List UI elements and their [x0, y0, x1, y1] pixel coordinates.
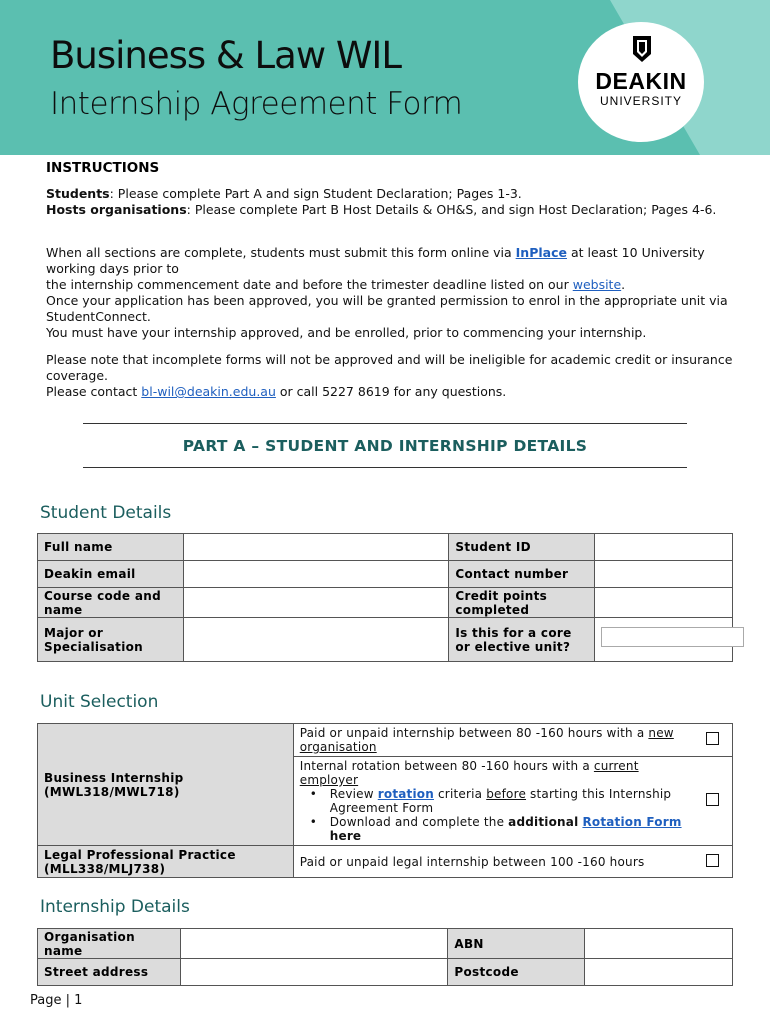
part-a-heading: PART A – STUDENT AND INTERNSHIP DETAILS	[182, 437, 588, 455]
course-code-label: Course code and name	[38, 588, 184, 618]
student-details-table	[37, 533, 733, 662]
option-internal-rotation	[293, 757, 692, 846]
legal-unit-label: Legal Professional Practice (MLL338/MLJ738)	[38, 846, 294, 878]
street-address-label: Street address	[38, 959, 181, 986]
bullet2-additional: additional	[508, 815, 579, 829]
bullet1-text-b: criteria	[434, 787, 487, 801]
bullet-dot: •	[309, 787, 318, 801]
hosts-text: : Please complete Part B Host Details & OH&S, and sign Host Declaration; Pages 4-6.	[186, 202, 717, 217]
unit-selection-table	[37, 723, 733, 878]
internship-details-title: Internship Details	[40, 897, 190, 917]
page-number: Page | 1	[30, 993, 83, 1008]
full-name-field[interactable]	[183, 534, 448, 561]
core-elective-label: Is this for a core or elective unit?	[449, 618, 595, 662]
submission-text-d: .	[621, 277, 626, 292]
website-link[interactable]: website	[572, 277, 622, 292]
street-address-field[interactable]	[180, 959, 447, 986]
org-name-field[interactable]	[180, 929, 447, 959]
students-label: Students	[46, 186, 110, 201]
full-name-label: Full name	[38, 534, 184, 561]
core-elective-cell	[595, 618, 733, 662]
bullet2-text-a: Download and complete the	[329, 815, 509, 829]
checkbox-internal-rotation[interactable]	[706, 793, 719, 806]
internship-details-table	[37, 928, 733, 986]
submission-text-a: When all sections are complete, students must submit this form online via	[46, 245, 516, 260]
rotation-link[interactable]: rotation	[377, 787, 434, 801]
contact-number-label: Contact number	[449, 561, 595, 588]
logo-name: DEAKIN	[595, 68, 687, 94]
bullet1-text-a: Review	[329, 787, 378, 801]
form-title: Business & Law WIL	[50, 34, 401, 77]
enrol-text: You must have your internship approved, and be enrolled, prior to commencing your internship.	[46, 325, 647, 340]
instructions-submission	[46, 245, 746, 341]
students-text: : Please complete Part A and sign Student Declaration; Pages 1-3.	[109, 186, 522, 201]
course-code-field[interactable]	[183, 588, 448, 618]
contact-number-field[interactable]	[595, 561, 733, 588]
bullet-download-form	[300, 815, 687, 843]
core-elective-dropdown[interactable]	[601, 627, 744, 647]
logo-subtitle: UNIVERSITY	[599, 94, 682, 108]
credit-points-field[interactable]	[595, 588, 733, 618]
checkbox-cell-rotation	[693, 757, 733, 846]
submission-text-b: at least 10 University working days prior to	[46, 245, 705, 276]
unit-selection-title: Unit Selection	[40, 692, 159, 712]
rotation-form-link[interactable]: Rotation Form	[582, 815, 682, 829]
divider-top	[83, 423, 687, 424]
contact-text-a: Please contact	[46, 384, 142, 399]
option-rotation-text: Internal rotation between 80 -160 hours with a	[299, 759, 594, 773]
postcode-label: Postcode	[448, 959, 585, 986]
approval-text: Once your application has been approved, you will be granted permission to enrol in the appropriate unit via StudentConnect.	[46, 293, 728, 324]
incomplete-note: Please note that incomplete forms will not be approved and will be ineligible for academic credit or insurance coverage.	[46, 352, 733, 383]
bullet-dot: •	[309, 815, 318, 829]
bullet1-before: before	[486, 787, 527, 801]
option-rotation-emphasis: current employer	[299, 759, 639, 787]
abn-label: ABN	[448, 929, 585, 959]
checkbox-new-organisation[interactable]	[706, 732, 719, 745]
deakin-logo-icon	[631, 36, 653, 62]
hosts-label: Hosts organisations	[46, 202, 187, 217]
credit-points-label: Credit points completed	[449, 588, 595, 618]
option-new-org-text: Paid or unpaid internship between 80 -160 hours with a	[299, 726, 649, 740]
instructions-title: INSTRUCTIONS	[46, 160, 160, 176]
org-name-label: Organisation name	[38, 929, 181, 959]
bullet-review-rotation	[300, 787, 687, 815]
page-header	[0, 0, 770, 155]
option-legal-internship: Paid or unpaid legal internship between 100 -160 hours	[293, 846, 692, 878]
student-id-label: Student ID	[449, 534, 595, 561]
divider-bottom	[83, 467, 687, 468]
contact-text-b: or call 5227 8619 for any questions.	[275, 384, 507, 399]
option-new-organisation	[293, 724, 692, 757]
student-details-title: Student Details	[40, 503, 172, 523]
bullet1-text-d: starting this Internship Agreement Form	[329, 787, 672, 815]
bullet2-here: here	[329, 829, 362, 843]
deakin-email-label: Deakin email	[38, 561, 184, 588]
checkbox-cell-legal	[693, 846, 733, 878]
deakin-email-field[interactable]	[183, 561, 448, 588]
abn-field[interactable]	[585, 929, 733, 959]
postcode-field[interactable]	[585, 959, 733, 986]
major-field[interactable]	[183, 618, 448, 662]
checkbox-cell-new-org	[693, 724, 733, 757]
instructions-roles	[46, 186, 746, 218]
major-label: Major or Specialisation	[38, 618, 184, 662]
student-id-field[interactable]	[595, 534, 733, 561]
form-subtitle: Internship Agreement Form	[50, 86, 463, 122]
instructions-contact	[46, 352, 746, 400]
inplace-link[interactable]: InPlace	[515, 245, 567, 260]
checkbox-legal-internship[interactable]	[706, 854, 719, 867]
email-link[interactable]: bl-wil@deakin.edu.au	[141, 384, 276, 399]
business-unit-label: Business Internship (MWL318/MWL718)	[38, 724, 294, 846]
submission-text-c: the internship commencement date and before the trimester deadline listed on our	[46, 277, 573, 292]
option-new-org-emphasis: new organisation	[299, 726, 674, 754]
